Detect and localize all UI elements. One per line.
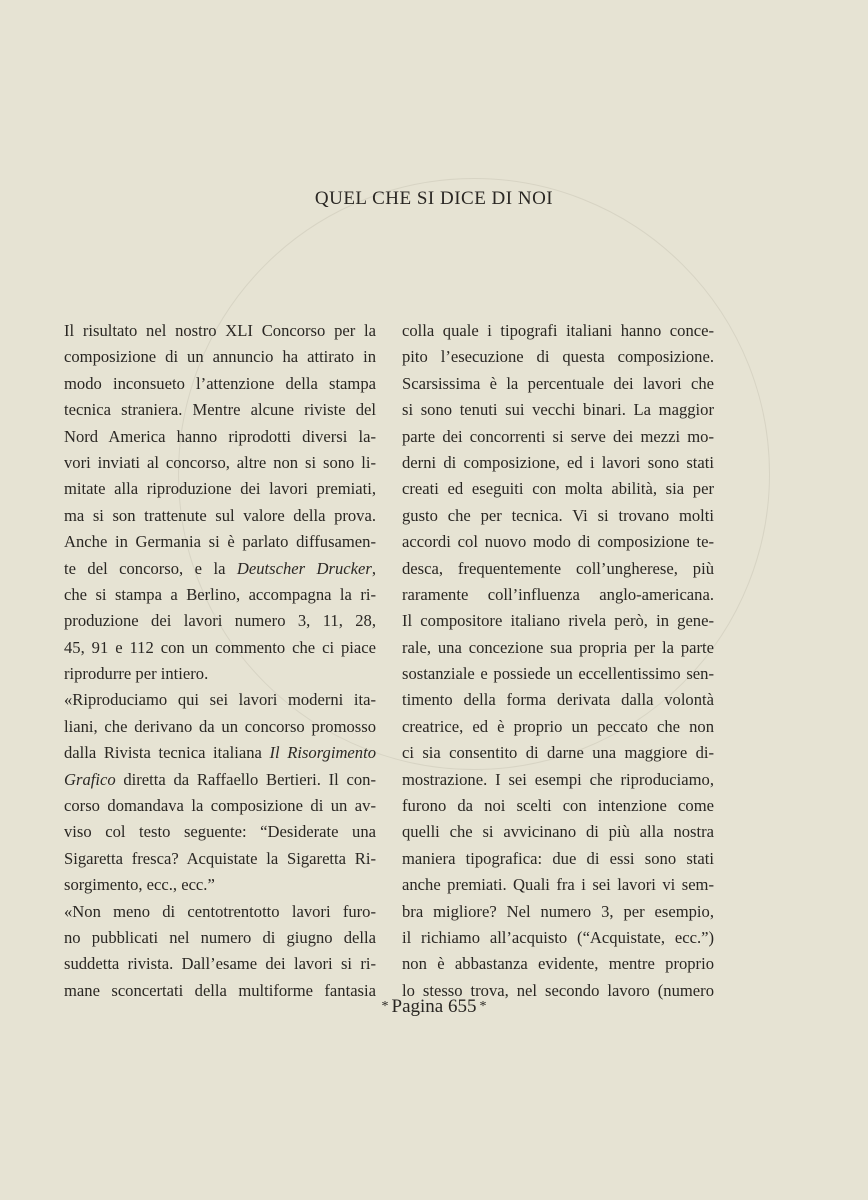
- text-line: Nord America hanno riprodotti diversi la-: [64, 426, 376, 446]
- text-line: mane sconcertati della multiforme fantasia: [64, 980, 376, 1000]
- text-line: sostanziale e possiede un eccellentissimo sen-: [402, 664, 714, 684]
- text-line: creati ed eseguiti con molta abilità, sia per: [402, 479, 714, 499]
- text-line: Il compositore italiano rivela però, in gene-: [402, 611, 714, 631]
- text-line: furono da noi scelti con intenzione come: [402, 796, 714, 816]
- footer-star-left: *: [381, 999, 389, 1014]
- text-line: si sono tenuti sui vecchi binari. La maggior: [402, 400, 714, 420]
- text-line: ci sia consentito di darne una maggiore di-: [402, 743, 714, 763]
- text-line: parte dei concorrenti si serve dei mezzi mo-: [402, 426, 714, 446]
- left-text-column: [64, 318, 376, 1004]
- text-line: ma si son trattenute sul valore della prova.: [64, 505, 376, 525]
- page-number: Pagina 655: [391, 996, 477, 1017]
- text-line: mostrazione. I sei esempi che riproduciamo,: [402, 769, 714, 789]
- text-line: viso col testo seguente: “Desiderate una: [64, 822, 376, 842]
- text-line: anche premiati. Quali fra i sei lavori vi sem-: [402, 875, 714, 895]
- text-line: rale, una concezione sua propria per la parte: [402, 637, 714, 657]
- text-line: lo stesso trova, nel secondo lavoro (numero: [402, 980, 714, 1000]
- footer-star-right: *: [479, 999, 487, 1014]
- text-line: liani, che derivano da un concorso promosso: [64, 716, 376, 736]
- text-line: modo inconsueto l’attenzione della stampa: [64, 373, 376, 393]
- text-line: maniera tipografica: due di essi sono stati: [402, 848, 714, 868]
- text-line: raramente coll’influenza anglo-americana.: [402, 584, 714, 604]
- text-line: creatrice, ed è proprio un peccato che non: [402, 716, 714, 736]
- text-line: produzione dei lavori numero 3, 11, 28,: [64, 611, 376, 631]
- text-line: 45, 91 e 112 con un commento che ci piace: [64, 637, 376, 657]
- text-line: derni di composizione, ed i lavori sono stati: [402, 452, 714, 472]
- text-line: Grafico diretta da Raffaello Bertieri. Il con-: [64, 769, 376, 789]
- text-line: mitate alla riproduzione dei lavori premiati,: [64, 479, 376, 499]
- text-line: il richiamo all’acquisto (“Acquistate, ecc.”): [402, 927, 714, 947]
- text-line: accordi col nuovo modo di composizione te-: [402, 532, 714, 552]
- text-line: che si stampa a Berlino, accompagna la ri-: [64, 584, 376, 604]
- text-line: te del concorso, e la Deutscher Drucker,: [64, 558, 376, 578]
- right-text-column: [402, 318, 714, 1004]
- text-line: «Non meno di centotrentotto lavori furo-: [64, 901, 376, 921]
- text-line: corso domandava la composizione di un av-: [64, 796, 376, 816]
- text-line: timento della forma derivata dalla volontà: [402, 690, 714, 710]
- text-line: gusto che per tecnica. Vi si trovano molti: [402, 505, 714, 525]
- text-line: suddetta rivista. Dall’esame dei lavori si ri-: [64, 954, 376, 974]
- text-line: riprodurre per intiero.: [64, 664, 209, 684]
- text-line: non è abbastanza evidente, mentre proprio: [402, 954, 714, 974]
- text-line: Il risultato nel nostro XLI Concorso per la: [64, 321, 376, 340]
- text-line: sorgimento, ecc., ecc.”: [64, 875, 215, 895]
- text-line: no pubblicati nel numero di giugno della: [64, 927, 376, 947]
- text-line: vori inviati al concorso, altre non si sono li-: [64, 452, 376, 472]
- text-line: Sigaretta fresca? Acquistate la Sigaretta Ri-: [64, 848, 376, 868]
- page-footer: [0, 996, 868, 1018]
- page-title: QUEL CHE SI DICE DI NOI: [314, 188, 554, 209]
- text-line: tecnica straniera. Mentre alcune riviste del: [64, 400, 376, 420]
- text-line: colla quale i tipografi italiani hanno conce-: [402, 321, 714, 340]
- text-line: composizione di un annuncio ha attirato in: [64, 347, 376, 367]
- text-line: bra migliore? Nel numero 3, per esempio,: [402, 901, 714, 921]
- text-line: Scarsissima è la percentuale dei lavori che: [402, 373, 714, 393]
- text-line: pito l’esecuzione di questa composizione.: [402, 347, 714, 367]
- text-line: dalla Rivista tecnica italiana Il Risorgimento: [64, 743, 376, 763]
- text-line: «Riproduciamo qui sei lavori moderni ita-: [64, 690, 376, 710]
- text-line: quelli che si avvicinano di più alla nostra: [402, 822, 714, 842]
- text-line: Anche in Germania si è parlato diffusamen-: [64, 532, 376, 552]
- text-line: desca, frequentemente coll’ungherese, più: [402, 558, 714, 578]
